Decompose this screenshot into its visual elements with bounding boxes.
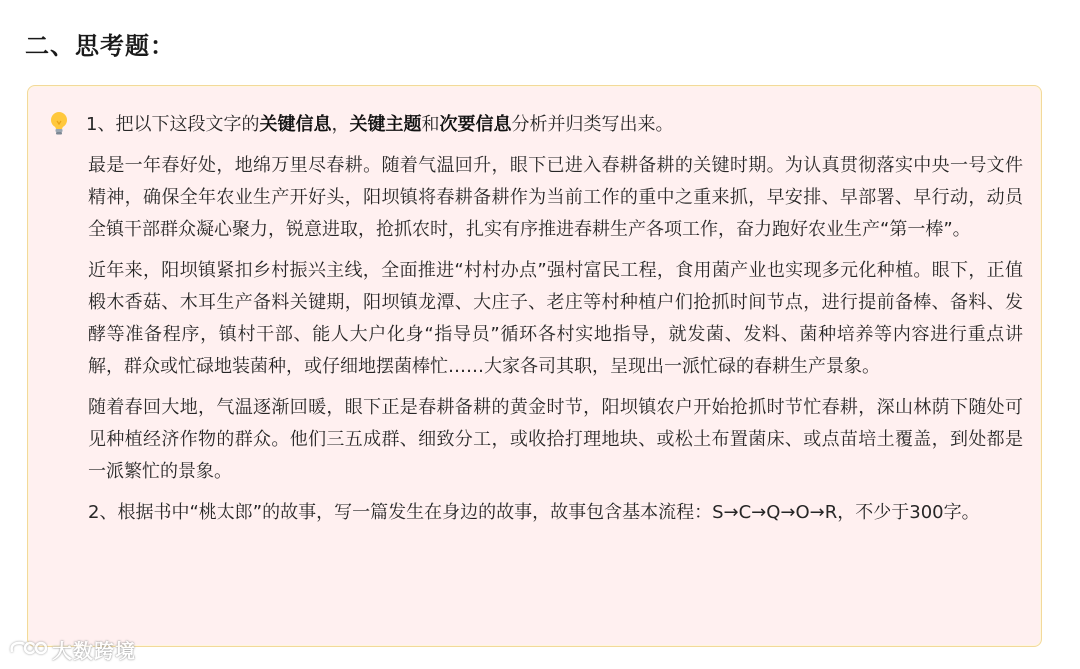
watermark-text: 大数跨境 <box>52 638 136 663</box>
callout-content <box>88 109 1023 538</box>
logo-icon <box>8 638 48 660</box>
callout-box <box>27 85 1042 647</box>
passage-paragraph-2: 近年来，阳坝镇紧扣乡村振兴主线，全面推进“村村办点”强村富民工程，食用菌产业也实现多元化种植。眼下，正值椴木香菇、木耳生产备料关键期，阳坝镇龙潭、大庄子、老庄等村种植户们抢抓时间节点，进行提前备棒、备料、发酵等准备程序，镇村干部、能人大户化身“指导员”循环各村实地指导，就发菌、发料、菌种培养等内容进行重点讲解，群众或忙碌地装菌种，或仔细地摆菌棒忙……大家各司其职，呈现出一派忙碌的春耕生产景象。 <box>88 260 1023 377</box>
watermark <box>8 636 136 662</box>
passage-paragraph-1: 最是一年春好处，地绵万里尽春耕。随着气温回升，眼下已进入春耕备耕的关键时期。为认真贯彻落实中央一号文件精神，确保全年农业生产开好头，阳坝镇将春耕备耕作为当前工作的重中之重来抓，早安排、早部署、早行动，动员全镇干部群众凝心聚力，锐意进取，抢抓农时，扎实有序推进春耕生产各项工作，奋力跑好农业生产“第一棒”。 <box>88 155 1023 240</box>
keyword-key-info: 关键信息 <box>259 114 332 135</box>
keyword-minor-info: 次要信息 <box>439 114 512 135</box>
section-heading: 二、思考题： <box>25 32 175 60</box>
question-1 <box>86 109 1023 141</box>
separator: 和 <box>421 114 440 135</box>
question-1-suffix: 分析并归类写出来。 <box>511 114 674 135</box>
question-2: 2、根据书中“桃太郎”的故事，写一篇发生在身边的故事，故事包含基本流程：S→C→Q→O→R，不少于300字。 <box>88 502 980 523</box>
question-1-prefix: 1、把以下这段文字的 <box>86 114 260 135</box>
passage-paragraph-3: 随着春回大地，气温逐渐回暖，眼下正是春耕备耕的黄金时节，阳坝镇农户开始抢抓时节忙春耕，深山林荫下随处可见种植经济作物的群众。他们三五成群、细致分工，或收拾打理地块、或松土布置菌床、或点苗培土覆盖，到处都是一派繁忙的景象。 <box>88 397 1023 482</box>
lightbulb-icon <box>48 111 70 137</box>
keyword-key-topic: 关键主题 <box>349 114 422 135</box>
separator: ， <box>331 114 350 135</box>
